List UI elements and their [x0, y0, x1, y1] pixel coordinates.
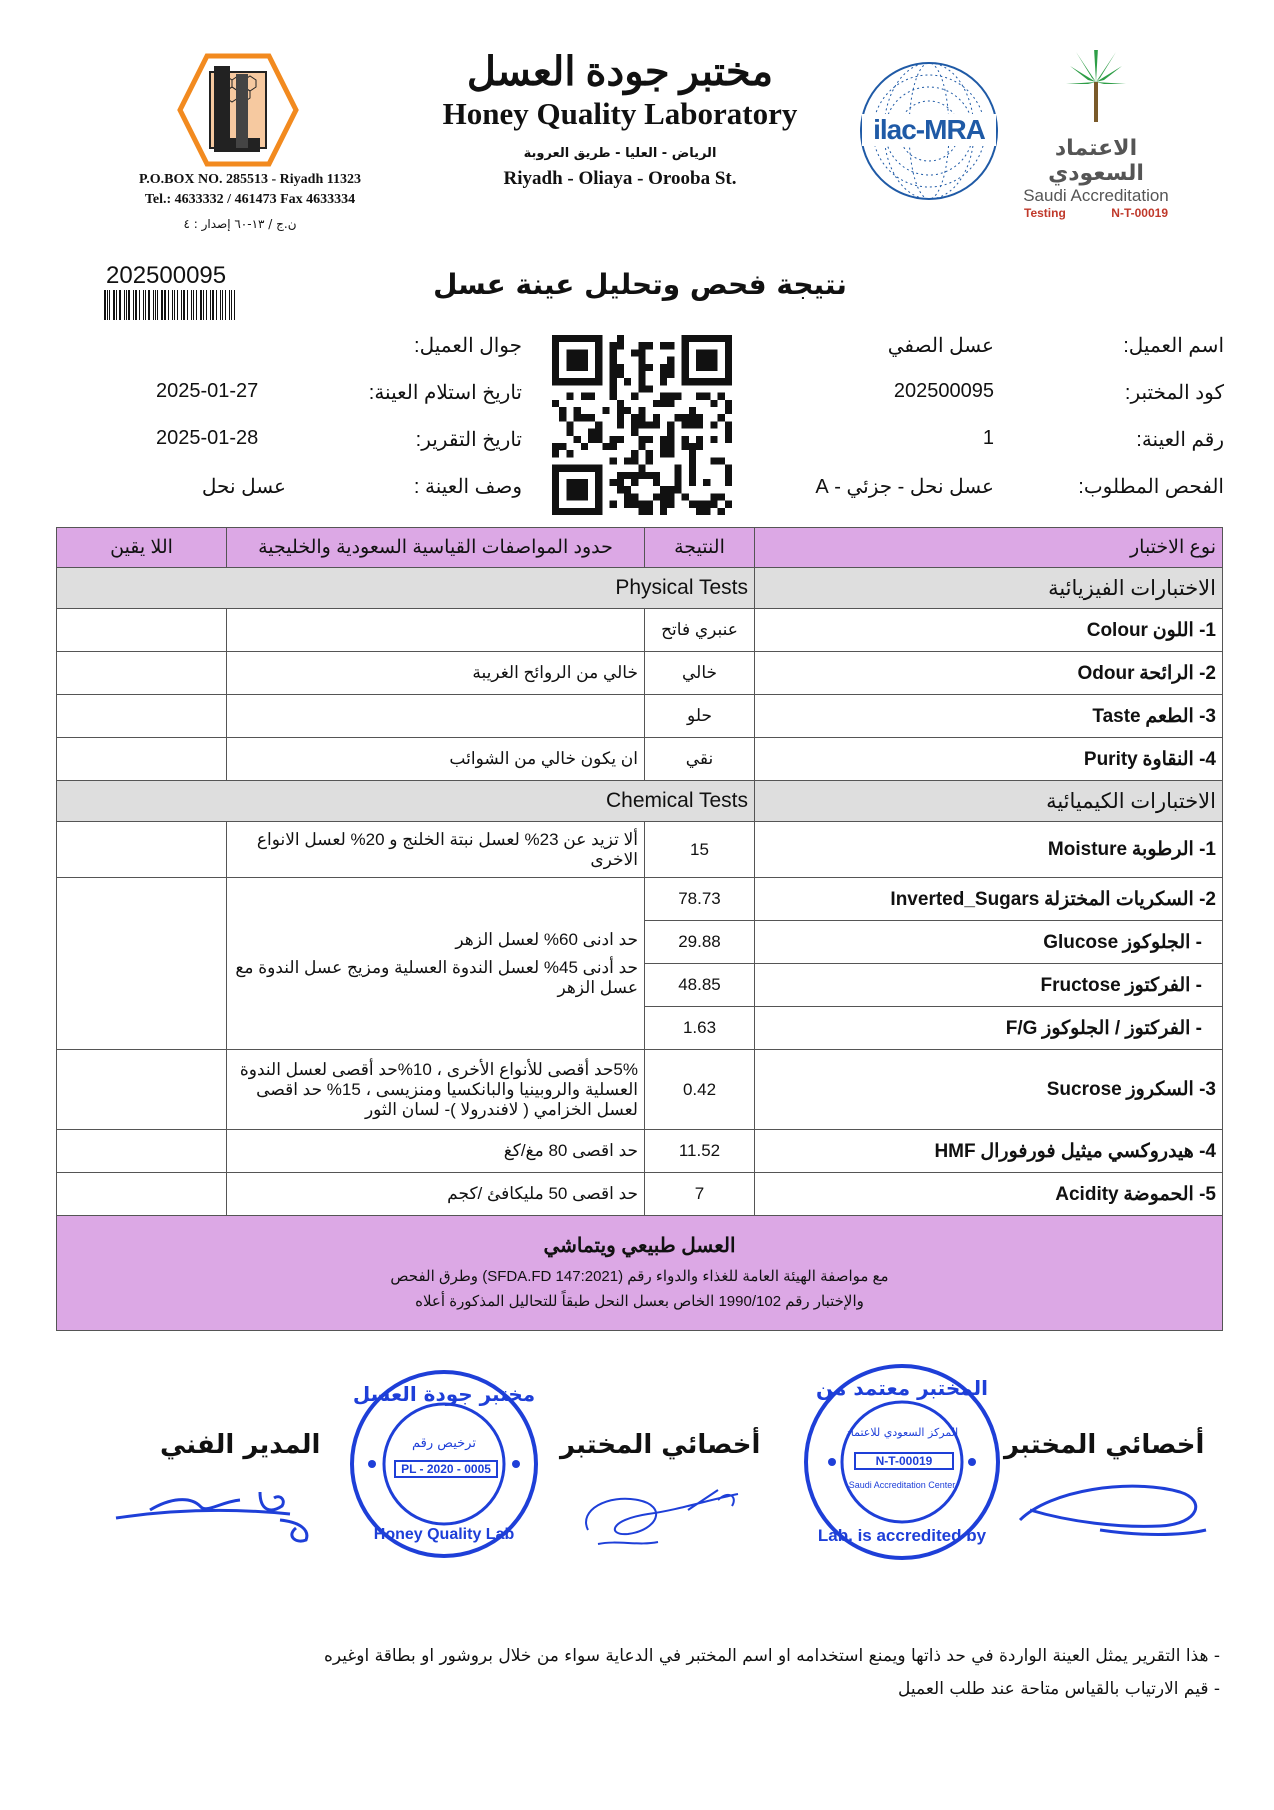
barcode-bar: [124, 290, 125, 320]
received-date-label: تاريخ استلام العينة:: [368, 382, 522, 404]
barcode-bar: [229, 290, 230, 320]
table-row: [57, 1130, 1223, 1173]
barcode-bar: [126, 290, 127, 320]
test-result: 15: [645, 822, 755, 878]
sample-no-value: 1: [982, 427, 994, 449]
chemical-section-row: [57, 781, 1223, 822]
lab-stamp: [348, 1368, 540, 1560]
test-result: 48.85: [645, 964, 755, 1007]
document-title: نتيجة فحص وتحليل عينة عسل: [433, 268, 847, 301]
test-result: حلو: [645, 695, 755, 738]
test-result: 0.42: [645, 1050, 755, 1130]
barcode-bar: [155, 290, 156, 320]
lab-stamp-license: ترخيص رقم: [412, 1436, 476, 1451]
required-test-value: عسل نحل - جزئي - A: [815, 476, 994, 498]
lab-stamp-bottom: Honey Quality Lab: [373, 1526, 515, 1543]
test-result: 78.73: [645, 878, 755, 921]
barcode-bar: [206, 290, 207, 320]
sample-no-label: رقم العينة:: [1136, 429, 1224, 451]
barcode-bar: [196, 290, 197, 320]
test-uncertainty: [57, 609, 227, 652]
barcode-bar: [107, 290, 108, 320]
lab-name-ar: مختبر جودة العسل: [466, 49, 774, 94]
test-name: 1- الرطوبة Moisture: [755, 822, 1223, 878]
physical-section-row: [57, 568, 1223, 609]
barcode-bar: [116, 290, 117, 320]
test-limit: حد اقصى 80 مغ/كغ: [227, 1130, 645, 1173]
test-uncertainty: [57, 695, 227, 738]
barcode-bar: [153, 290, 154, 320]
barcode-bar: [145, 290, 147, 320]
barcode-bar: [191, 290, 193, 320]
test-name: 3- السكروز Sucrose: [755, 1050, 1223, 1130]
test-result: خالي: [645, 652, 755, 695]
acc-stamp-en: Saudi Accreditation Center: [848, 1480, 956, 1490]
barcode-bar: [231, 290, 233, 320]
test-limit: خالي من الروائح الغريبة: [227, 652, 645, 695]
header-test-type: نوع الاختبار: [755, 528, 1223, 568]
conclusion-line-2: والإختبار رقم 1990/102 الخاص بعسل النحل طبقاً للتحاليل المذكورة أعلاه: [415, 1292, 864, 1310]
technical-manager-title: المدير الفني: [160, 1430, 321, 1460]
report-date-value: 2025-01-28: [156, 427, 259, 449]
barcode-bar: [133, 290, 134, 320]
lab-code-value: 202500095: [893, 380, 994, 402]
acc-stamp-number: N-T-00019: [854, 1452, 954, 1470]
sample-desc-label: وصف العينة :: [413, 476, 522, 498]
barcode-bar: [183, 290, 185, 320]
note-1: - هذا التقرير يمثل العينة الواردة في حد ذاتها ويمنع استخدامه او اسم المختبر في الدعاية سواء من خلال بروشور او بطاقة اوغيره: [323, 1646, 1220, 1666]
chemical-section-en: Chemical Tests: [57, 781, 755, 822]
barcode-bar: [187, 290, 188, 320]
acc-stamp-top: المختبر معتمد من: [815, 1376, 989, 1400]
barcode-bar: [135, 290, 137, 320]
accreditation-stamp: [802, 1362, 1002, 1562]
table-row: [57, 652, 1223, 695]
lab-logo: [176, 52, 300, 168]
table-row: [57, 1173, 1223, 1216]
table-row: [57, 1050, 1223, 1130]
test-uncertainty: [57, 1173, 227, 1216]
header-uncertainty: اللا يقين: [57, 528, 227, 568]
test-result: 1.63: [645, 1007, 755, 1050]
test-limit: ألا تزيد عن 23% لعسل نبتة الخلنج و 20% لعسل الانواع الاخرى: [227, 822, 645, 878]
barcode-number: 202500095: [106, 262, 227, 289]
header-limits: حدود المواصفات القياسية السعودية والخليجية: [227, 528, 645, 568]
test-name: 4- هيدروكسي ميثيل فورفورال HMF: [755, 1130, 1223, 1173]
lab-specialist-signature-middle: [568, 1470, 748, 1560]
barcode-bar: [212, 290, 214, 320]
test-limit: [227, 695, 645, 738]
barcode-bar: [164, 290, 166, 320]
test-uncertainty: [57, 652, 227, 695]
table-row: [57, 609, 1223, 652]
barcode-bar: [193, 290, 194, 320]
lab-stamp-top: مختبر جودة العسل: [352, 1382, 536, 1406]
barcode-bar: [200, 290, 202, 320]
contact-block: [100, 170, 400, 210]
barcode-bar: [234, 290, 235, 320]
accreditation-en: Saudi Accreditation: [1023, 186, 1169, 205]
test-uncertainty: [57, 822, 227, 878]
qr-code: [552, 335, 732, 515]
lab-specialist-title-middle: أخصائي المختبر: [560, 1430, 761, 1460]
test-uncertainty: [57, 878, 227, 1050]
test-name: - الجلوكوز Glucose: [755, 921, 1223, 964]
lab-code-label: كود المختبر:: [1124, 382, 1224, 404]
test-uncertainty: [57, 738, 227, 781]
sugar-limit-2: حد أدنى 45% لعسل الندوة العسلية ومزيج عسل الندوة مع عسل الزهر: [235, 957, 638, 997]
test-limit: 5%حد أقصى للأنواع الأخرى ، 10%حد أقصى لعسل الندوة العسلية والروبينيا والبانكسيا ومنزيسى ، 15% حد اقصى لعسل الخزامي ( لافندرولا )- لسان الثور: [227, 1050, 645, 1130]
barcode-bar: [143, 290, 144, 320]
lab-stamp-number: PL - 2020 - 0005: [394, 1460, 498, 1478]
conclusion-title: العسل طبيعي ويتماشي: [543, 1234, 736, 1257]
lab-address-ar: الرياض - العليا - طريق العروبة: [523, 146, 717, 161]
barcode-bar: [109, 290, 110, 320]
barcode-bar: [119, 290, 121, 320]
test-name: 2- السكريات المختزلة Inverted_Sugars: [755, 878, 1223, 921]
barcode-bar: [161, 290, 163, 320]
barcode-bar: [216, 290, 217, 320]
acc-stamp-bottom: Lab. is accredited by: [817, 1526, 987, 1545]
physical-section-ar: الاختبارات الفيزيائية: [755, 568, 1223, 609]
conclusion-line-1: مع مواصفة الهيئة العامة للغذاء والدواء رقم (SFDA.FD 147:2021) وطرق الفحص: [390, 1267, 889, 1285]
table-row: [57, 822, 1223, 878]
conclusion: [57, 1216, 1223, 1331]
barcode-bar: [104, 290, 106, 320]
test-uncertainty: [57, 1130, 227, 1173]
header-result: النتيجة: [645, 528, 755, 568]
test-result: 7: [645, 1173, 755, 1216]
lab-specialist-title-right: أخصائي المختبر: [1004, 1430, 1205, 1460]
barcode-bar: [157, 290, 158, 320]
client-name-value: عسل الصفي: [887, 335, 994, 357]
lab-specialist-signature-right: [1010, 1470, 1210, 1550]
table-row: [57, 738, 1223, 781]
saudi-accreditation-logo: [1010, 50, 1182, 220]
barcode-bar: [210, 290, 211, 320]
test-name: - الفركتوز / الجلوكوز F/G: [755, 1007, 1223, 1050]
test-limit: [227, 609, 645, 652]
test-name: 5- الحموضة Acidity: [755, 1173, 1223, 1216]
barcode-bar: [128, 290, 130, 320]
client-name-label: اسم العميل:: [1123, 335, 1224, 357]
lab-name-en: Honey Quality Laboratory: [442, 96, 798, 131]
sample-desc-value: عسل نحل: [201, 476, 286, 498]
barcode-bar: [139, 290, 140, 320]
table-row: [57, 878, 1223, 921]
barcode: [104, 290, 238, 320]
test-result: عنبري فاتح: [645, 609, 755, 652]
po-box: P.O.BOX NO. 285513 - Riyadh 11323: [139, 172, 361, 187]
note-2: - قيم الارتياب بالقياس متاحة عند طلب العميل: [898, 1679, 1220, 1699]
barcode-bar: [181, 290, 182, 320]
table-header: [57, 528, 1223, 568]
acc-stamp-center: المركز السعودي للاعتماد: [845, 1426, 959, 1439]
accreditation-ar: الاعتماد السعودي: [1048, 136, 1144, 186]
barcode-bar: [222, 290, 224, 320]
ilac-mra-text: ilac-MRA: [873, 114, 985, 145]
barcode-bar: [168, 290, 169, 320]
client-mobile-label: جوال العميل:: [414, 335, 522, 357]
accreditation-type: Testing: [1024, 206, 1066, 220]
sugar-limit-1: حد ادنى 60% لعسل الزهر: [455, 929, 638, 949]
barcode-bar: [225, 290, 226, 320]
table-row: [57, 695, 1223, 738]
barcode-bar: [203, 290, 205, 320]
lab-address-en: Riyadh - Oliaya - Orooba St.: [503, 168, 737, 189]
barcode-bar: [148, 290, 150, 320]
test-result: 29.88: [645, 921, 755, 964]
test-limit: ان يكون خالي من الشوائب: [227, 738, 645, 781]
tel-fax: Tel.: 4633332 / 461473 Fax 4633334: [144, 192, 356, 207]
issue-code: ن.ج / ١٣-٦٠ إصدار : ٤: [183, 217, 297, 231]
accreditation-number: N-T-00019: [1111, 206, 1168, 220]
ilac-mra-logo: [856, 58, 1002, 204]
technical-manager-signature: [110, 1470, 350, 1550]
barcode-bar: [220, 290, 221, 320]
test-limit: حد اقصى 50 مليكافئ /كجم: [227, 1173, 645, 1216]
barcode-bar: [113, 290, 115, 320]
physical-section-en: Physical Tests: [57, 568, 755, 609]
barcode-bar: [174, 290, 176, 320]
test-uncertainty: [57, 1050, 227, 1130]
required-test-label: الفحص المطلوب:: [1078, 476, 1224, 498]
test-name: 4- النقاوة Purity: [755, 738, 1223, 781]
test-name: 2- الرائحة Odour: [755, 652, 1223, 695]
chemical-section-ar: الاختبارات الكيميائية: [755, 781, 1223, 822]
received-date-value: 2025-01-27: [156, 380, 259, 402]
test-name: 3- الطعم Taste: [755, 695, 1223, 738]
test-limit: [227, 878, 645, 1050]
barcode-bar: [177, 290, 178, 320]
footer-notes: [50, 1640, 1220, 1706]
test-name: - الفركتوز Fructose: [755, 964, 1223, 1007]
test-result: نقي: [645, 738, 755, 781]
conclusion-row: [57, 1216, 1223, 1331]
report-date-label: تاريخ التقرير:: [415, 429, 522, 451]
test-name: 1- اللون Colour: [755, 609, 1223, 652]
palm-icon: [1066, 50, 1126, 122]
barcode-bar: [172, 290, 173, 320]
test-result: 11.52: [645, 1130, 755, 1173]
results-table: [56, 527, 1223, 1331]
